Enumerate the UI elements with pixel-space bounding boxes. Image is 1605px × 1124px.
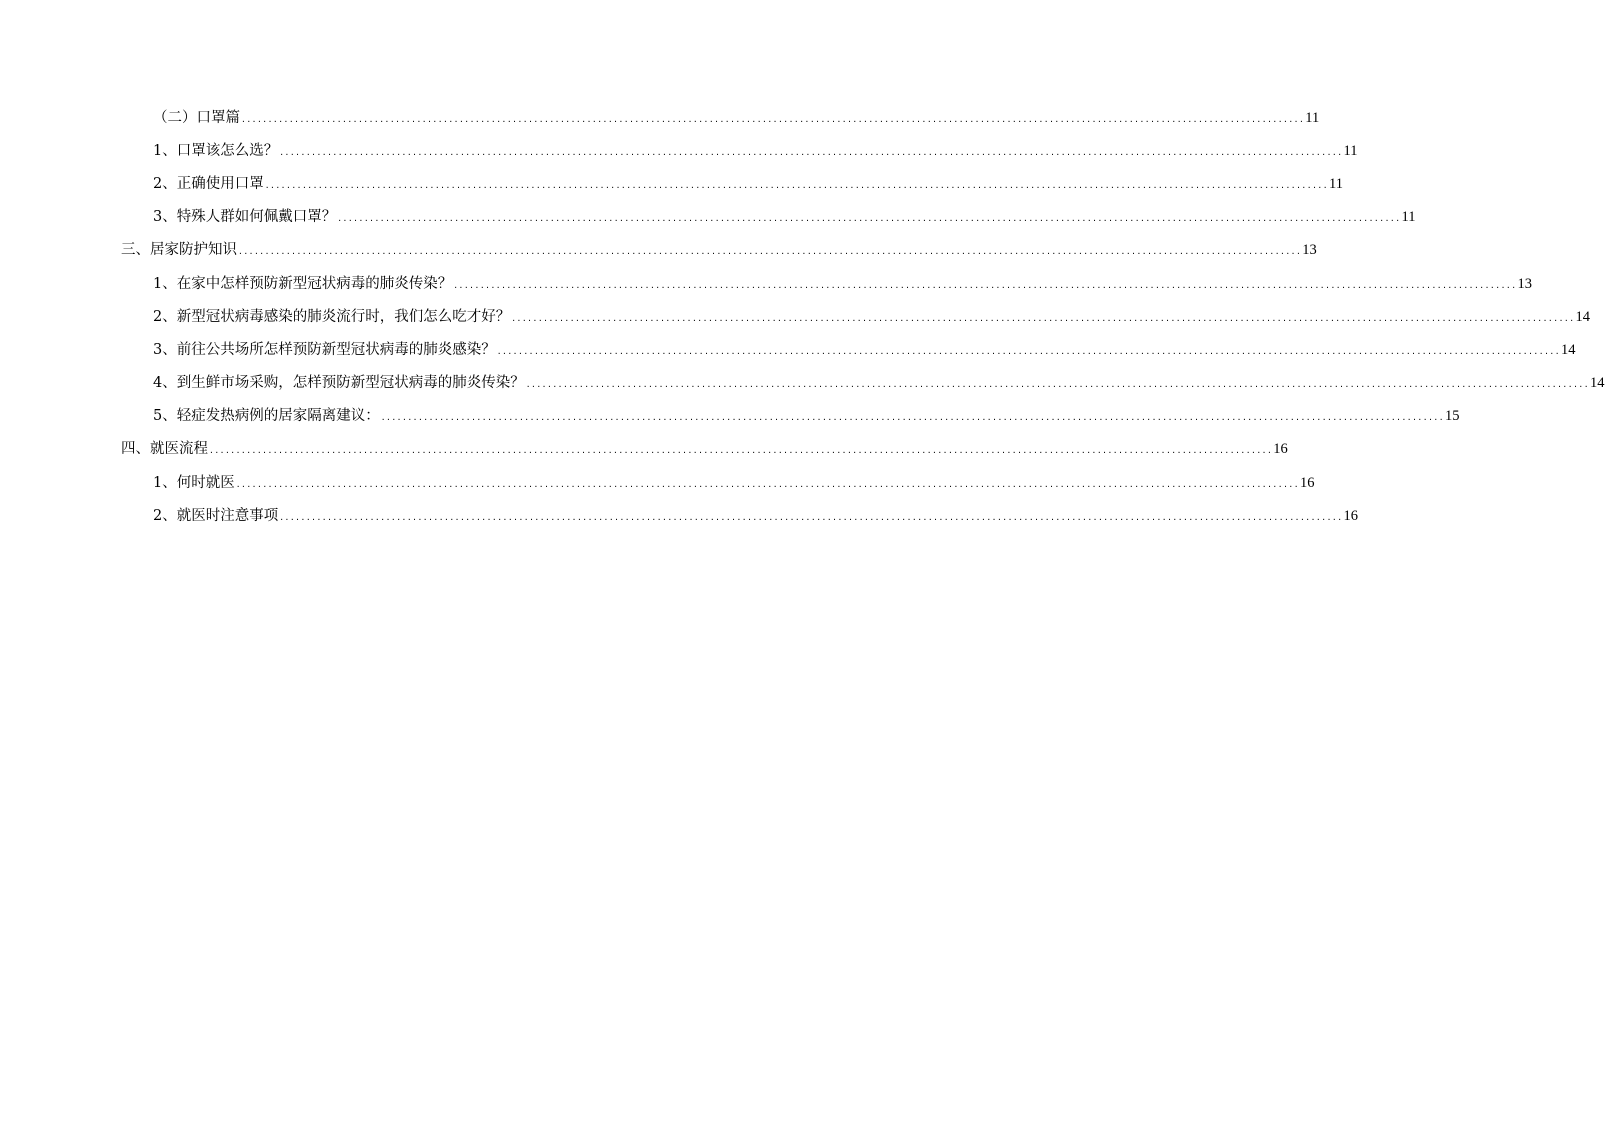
toc-page-number: 11 [1343,142,1358,159]
toc-entry-title: （二）口罩篇 [153,109,240,126]
toc-entry-care-precautions[interactable] [0,499,1359,532]
toc-dot-leader: ........................................................................................................................................................................................................ [337,214,1401,224]
toc-page-number: 14 [1590,375,1605,392]
toc-page-number: 14 [1575,308,1591,325]
toc-entry-public-places[interactable] [0,333,1576,366]
toc-dot-leader: ........................................................................................................................................................................................................ [279,512,1343,522]
toc-dot-leader: ........................................................................................................................................................................................................ [209,446,1273,456]
toc-entry-title: 1、在家中怎样预防新型冠状病毒的肺炎传染？ [153,275,453,292]
toc-dot-leader: ........................................................................................................................................................................................................ [264,180,1329,190]
toc-dot-leader: ........................................................................................................................................................................................................ [511,313,1575,323]
toc-entry-title: 2、新型冠状病毒感染的肺炎流行时，我们怎么吃才好？ [153,308,511,325]
toc-page-number: 11 [1401,209,1416,226]
toc-entry-home-isolation[interactable] [0,400,1460,433]
toc-entry-special-groups-mask[interactable] [0,201,1416,234]
toc-entry-title: 3、前往公共场所怎样预防新型冠状病毒的肺炎感染？ [153,341,496,358]
toc-entry-home-protection[interactable] [0,234,1317,267]
toc-dot-leader: ........................................................................................................................................................................................................ [238,247,1302,257]
table-of-contents [0,101,1605,532]
toc-page-number: 16 [1300,474,1315,491]
toc-entry-when-to-seek-care[interactable] [0,466,1315,499]
toc-entry-masks-section[interactable] [0,101,1320,134]
toc-dot-leader: ........................................................................................................................................................................................................ [496,346,1561,356]
toc-entry-title: 四、就医流程 [121,441,208,458]
toc-entry-title: 3、特殊人群如何佩戴口罩？ [153,209,337,226]
toc-dot-leader: ........................................................................................................................................................................................................ [380,413,1445,423]
toc-page-number: 13 [1302,242,1317,259]
toc-dot-leader: ........................................................................................................................................................................................................ [525,380,1590,390]
toc-page-number: 15 [1445,408,1460,425]
toc-dot-leader: ........................................................................................................................................................................................................ [241,114,1305,124]
toc-page-number: 11 [1305,109,1320,126]
toc-page-number: 14 [1561,341,1576,358]
toc-entry-title: 5、轻症发热病例的居家隔离建议： [153,408,380,425]
toc-entry-use-mask[interactable] [0,167,1343,200]
toc-dot-leader: ........................................................................................................................................................................................................ [453,280,1517,290]
toc-page-number: 11 [1329,175,1343,192]
toc-entry-choose-mask[interactable] [0,134,1358,167]
toc-page-number: 13 [1517,275,1533,292]
toc-entry-title: 2、就医时注意事项 [153,507,279,524]
toc-entry-prevent-at-home[interactable] [0,267,1533,300]
toc-page-number: 16 [1273,441,1288,458]
toc-entry-title: 4、到生鲜市场采购，怎样预防新型冠状病毒的肺炎传染？ [153,375,525,392]
toc-entry-title: 1、何时就医 [153,474,235,491]
toc-entry-medical-process[interactable] [0,433,1288,466]
toc-dot-leader: ........................................................................................................................................................................................................ [279,147,1343,157]
toc-page-number: 16 [1343,507,1359,524]
toc-entry-fresh-market[interactable] [0,367,1605,400]
toc-entry-title: 三、居家防护知识 [121,242,237,259]
toc-dot-leader: ........................................................................................................................................................................................................ [235,479,1300,489]
toc-entry-diet[interactable] [0,300,1591,333]
toc-entry-title: 1、口罩该怎么选？ [153,142,279,159]
toc-entry-title: 2、正确使用口罩 [153,175,264,192]
